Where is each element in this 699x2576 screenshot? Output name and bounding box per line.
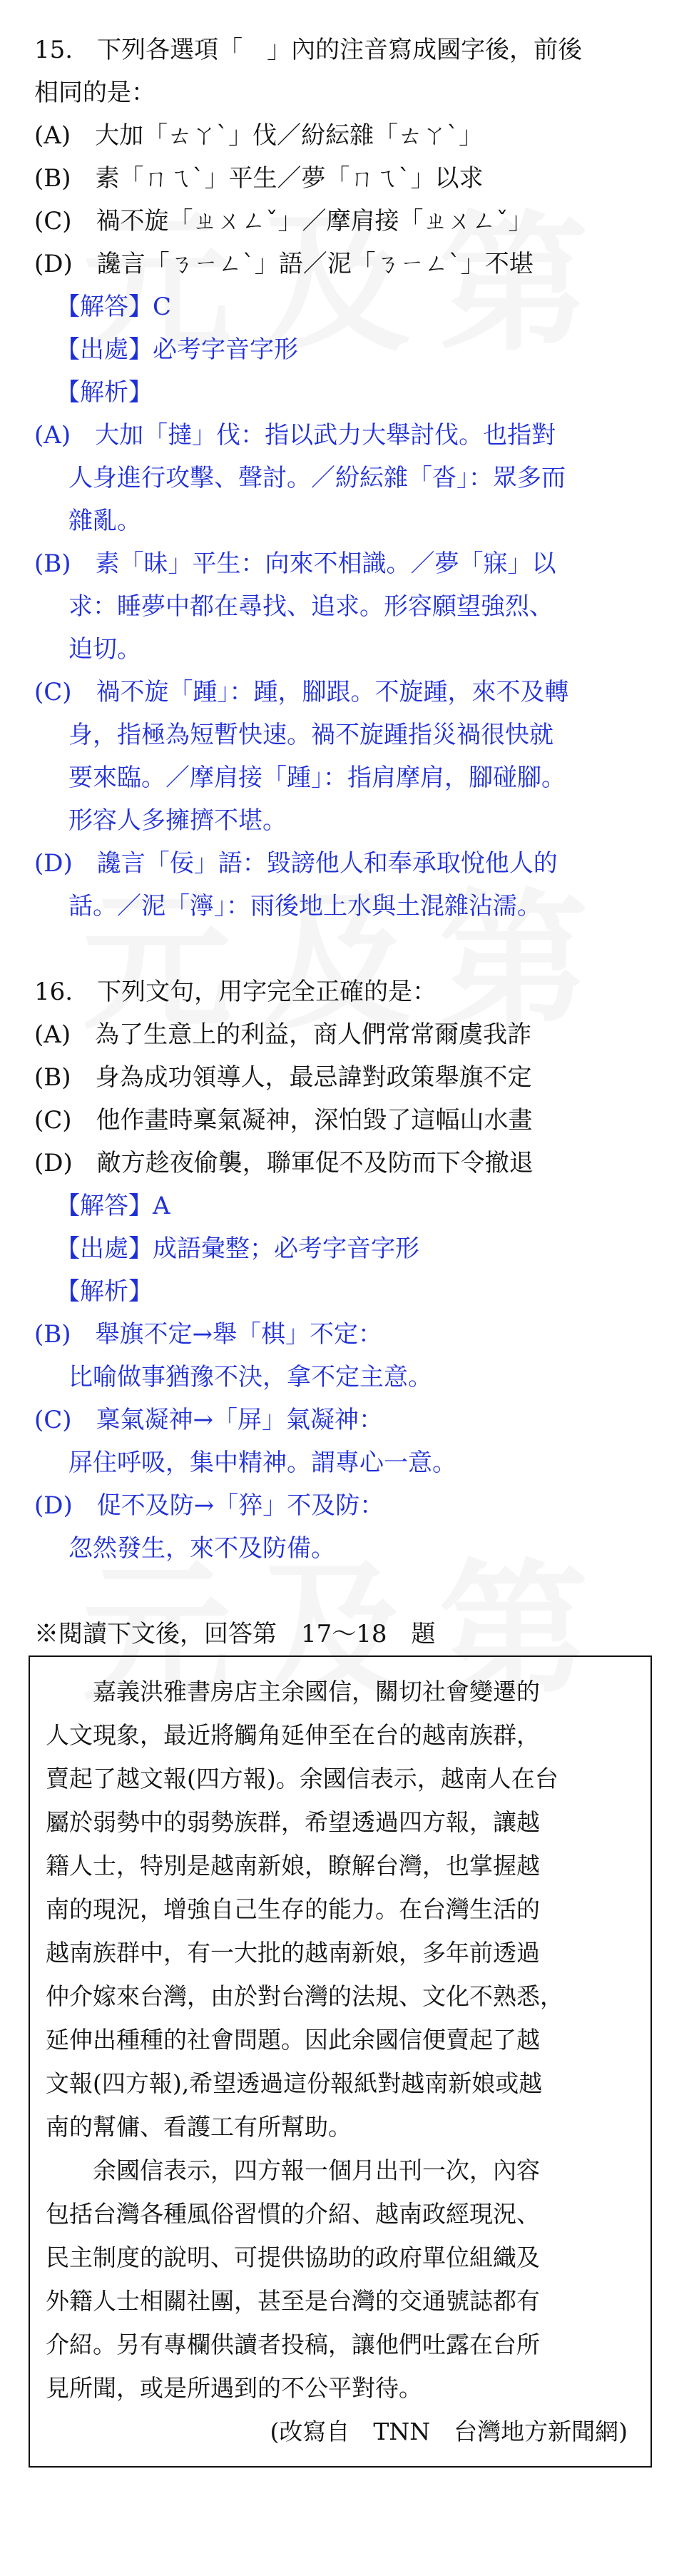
analysis-line: 形容人多擁擠不堪。: [68, 806, 287, 835]
analysis-tag: 【解析】: [56, 1277, 153, 1306]
exam-page: [34, 29, 669, 2468]
passage-line: 文報(四方報),希望透過這份報紙對越南新娘或越: [46, 2069, 543, 2097]
analysis-line: (D) 促不及防→「猝」不及防：: [34, 1491, 384, 1520]
source-value: 成語彙整；必考字音字形: [153, 1234, 419, 1263]
analysis-line: 要來臨。／摩肩接「踵」：指肩摩肩，腳碰腳。: [68, 764, 566, 792]
passage-line: 余國信表示，四方報一個月出刊一次，內容: [93, 2156, 540, 2184]
passage-line: 籍人士，特別是越南新娘，瞭解台灣，也掌握越: [46, 1852, 540, 1880]
analysis-line: 人身進行攻擊、聲討。／紛紜雜「沓」：眾多而: [68, 464, 566, 492]
option-c: (C) 他作畫時稟氣凝神，深怕毀了這幅山水畫: [34, 1106, 533, 1135]
analysis-line: 迫切。: [68, 635, 141, 664]
passage-line: 越南族群中，有一大批的越南新娘，多年前透過: [46, 1939, 540, 1967]
question-stem: 15. 下列各選項「 」內的注音寫成國字後，前後: [34, 36, 583, 64]
passage-line: 見所聞，或是所遇到的不公平對待。: [46, 2374, 422, 2402]
analysis-line: 話。／泥「濘」：雨後地上水與土混雜沾濡。: [68, 892, 541, 921]
passage-line: 南的幫傭、看護工有所幫助。: [46, 2113, 352, 2141]
analysis-line: 身，指極為短暫快速。禍不旋踵指災禍很快就: [68, 721, 553, 749]
passage-source: (改寫自 TNN 台灣地方新聞網): [270, 2418, 628, 2445]
answer-tag: 【解答】: [56, 293, 153, 321]
analysis-line: (D) 讒言「佞」語：毀謗他人和奉承取悅他人的: [34, 849, 558, 878]
passage-line: 人文現象，最近將觸角延伸至在台的越南族群，: [46, 1721, 540, 1749]
passage-line: 賣起了越文報(四方報)。余國信表示，越南人在台: [46, 1765, 558, 1792]
answer-tag: 【解答】: [56, 1192, 153, 1220]
source-line: [34, 1227, 669, 1270]
analysis-line: 雜亂。: [68, 507, 141, 535]
passage-line: 外籍人士相關社團，甚至是台灣的交通號誌都有: [46, 2287, 540, 2315]
passage-line: 包括台灣各種風俗習慣的介紹、越南政經現況、: [46, 2200, 540, 2228]
option-b: (B) 身為成功領導人，最忌諱對政策舉旗不定: [34, 1063, 532, 1092]
source-tag: 【出處】: [56, 335, 153, 364]
passage-line: 南的現況，增強自己生存的能力。在台灣生活的: [46, 1895, 540, 1923]
analysis-line: 比喻做事猶豫不決，拿不定主意。: [68, 1363, 432, 1391]
answer-value: C: [153, 293, 172, 321]
source-value: 必考字音字形: [153, 335, 298, 364]
source-line: [34, 328, 669, 371]
analysis-line: (B) 舉旗不定→舉「棋」不定：: [34, 1320, 383, 1349]
analysis-line: (A) 大加「撻」伐：指以武力大舉討伐。也指對: [34, 421, 556, 450]
option-a: (A) 為了生意上的利益，商人們常常爾虞我詐: [34, 1020, 532, 1049]
reading-instruction: ※閱讀下文後，回答第 17～18 題: [34, 1620, 436, 1648]
passage-line: 仲介嫁來台灣，由於對台灣的法規、文化不熟悉，: [46, 1982, 563, 2010]
passage-line: 延伸出種種的社會問題。因此余國信便賣起了越: [46, 2026, 540, 2054]
question-16: [34, 970, 669, 1570]
passage-line: 民主制度的說明、可提供協助的政府單位組織及: [46, 2243, 540, 2271]
reading-passage-box: [29, 1655, 652, 2468]
answer-line: [34, 1185, 669, 1227]
question-stem: 16. 下列文句，用字完全正確的是：: [34, 978, 437, 1006]
analysis-tag: 【解析】: [56, 378, 153, 407]
analysis-line: (C) 稟氣凝神→「屏」氣凝神：: [34, 1406, 384, 1434]
option-c: (C) 禍不旋「ㄓㄨㄥˇ」／摩肩接「ㄓㄨㄥˇ」: [34, 207, 533, 235]
source-tag: 【出處】: [56, 1234, 153, 1263]
answer-value: A: [153, 1192, 170, 1220]
passage-line: 屬於弱勢中的弱勢族群，希望透過四方報，讓越: [46, 1808, 540, 1836]
analysis-line: (C) 禍不旋「踵」：踵，腳跟。不旋踵，來不及轉: [34, 678, 569, 706]
spacer: [34, 928, 669, 970]
option-d: (D) 讒言「ㄋㄧㄥˋ」語／泥「ㄋㄧㄥˋ」不堪: [34, 250, 534, 278]
passage-line: 嘉義洪雅書房店主余國信，關切社會變遷的: [93, 1678, 540, 1705]
question-15: [34, 29, 669, 928]
analysis-line: 忽然發生，來不及防備。: [68, 1534, 335, 1563]
analysis-line: 求：睡夢中都在尋找、追求。形容願望強烈、: [68, 592, 553, 621]
option-a: (A) 大加「ㄊㄚˋ」伐／紛紜雜「ㄊㄚˋ」: [34, 121, 484, 150]
option-d: (D) 敵方趁夜偷襲，聯軍促不及防而下令撤退: [34, 1149, 534, 1177]
question-stem: 相同的是：: [34, 78, 155, 107]
spacer: [34, 1570, 669, 1613]
analysis-line: (B) 素「昧」平生：向來不相識。／夢「寐」以: [34, 549, 556, 578]
option-b: (B) 素「ㄇㄟˋ」平生／夢「ㄇㄟˋ」以求: [34, 164, 484, 193]
analysis-line: 屏住呼吸，集中精神。謂專心一意。: [68, 1449, 456, 1477]
passage-line: 介紹。另有專欄供讀者投稿，讓他們吐露在台所: [46, 2331, 540, 2358]
answer-line: [34, 285, 669, 328]
